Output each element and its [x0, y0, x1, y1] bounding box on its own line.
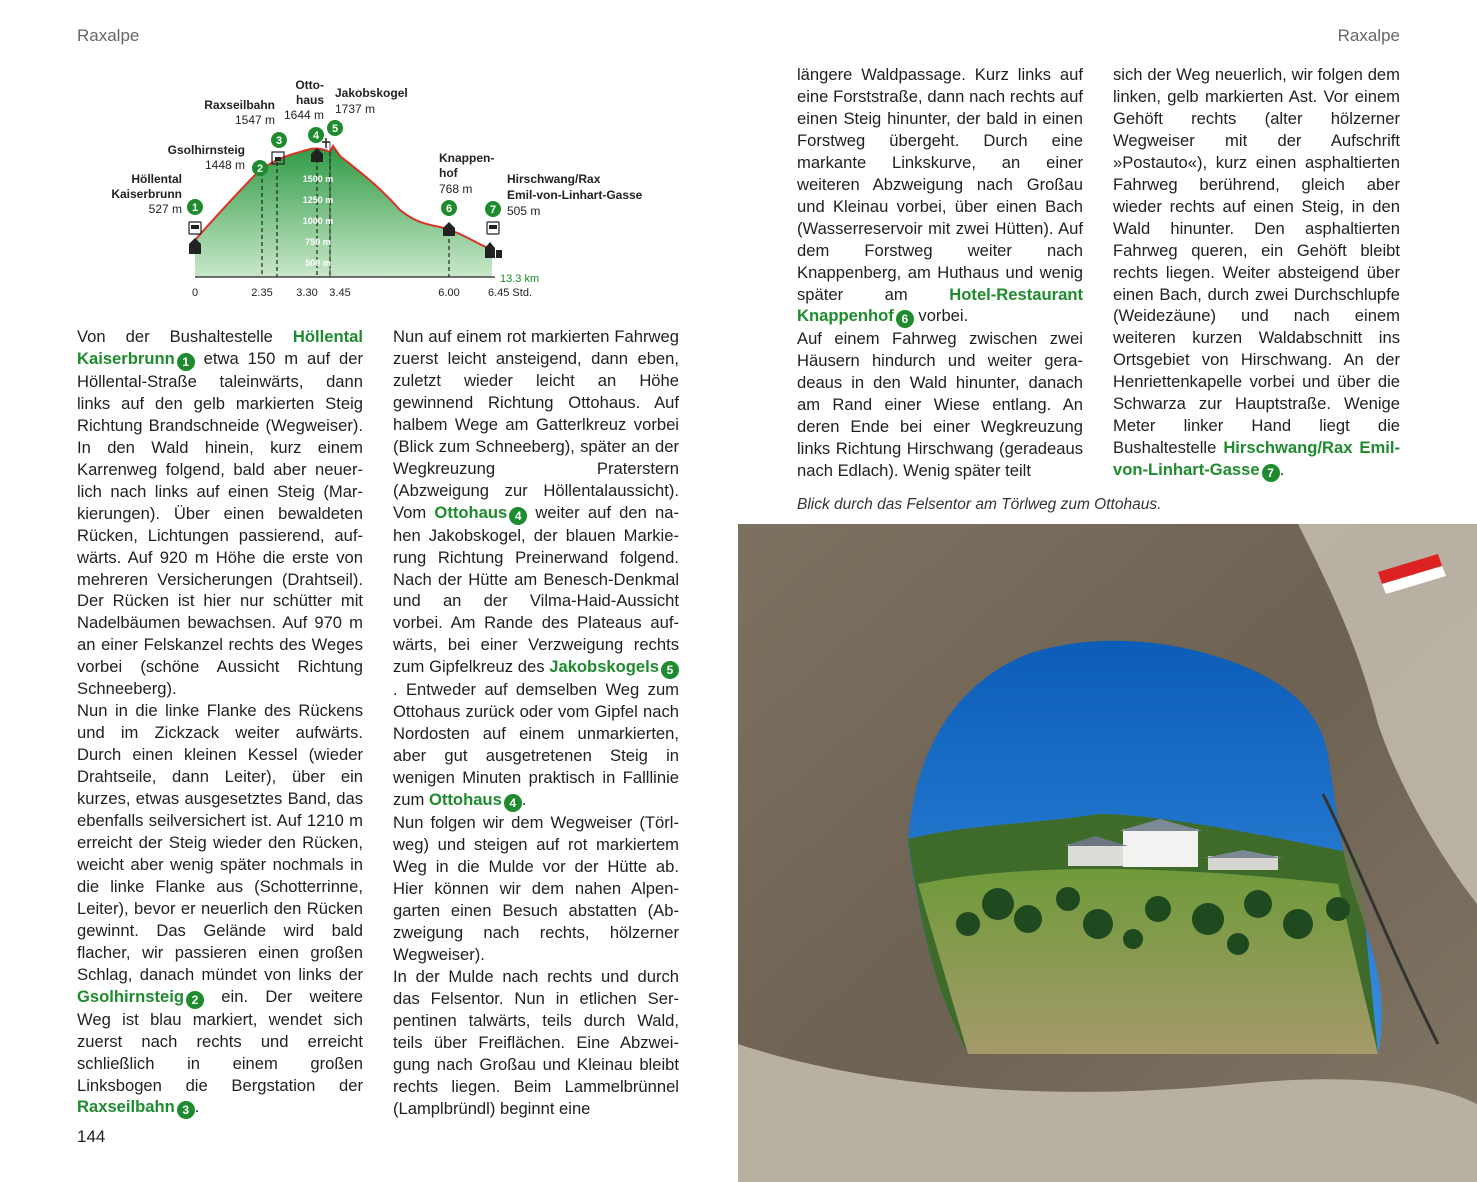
time-tick: 3.45: [329, 287, 351, 299]
waypoint-number-badge: 4: [504, 794, 522, 812]
text-run: .: [521, 790, 527, 810]
bus-icon: [487, 222, 499, 234]
elevation-tick: 1500 m: [302, 174, 334, 184]
text-run: . Entweder auf demselben Weg zum Ottohaus zurück oder vom Gipfel nach Nordosten auf einem unmarkierten, aber gut ausgetretenen Steig in wenigen Minuten praktisch in Falllinie zum: [393, 680, 679, 810]
waypoint-label: Raxseilbahn: [204, 98, 275, 112]
waypoint-label: Kaiserbrunn: [111, 187, 182, 201]
waypoint-number: 2: [256, 163, 264, 175]
time-tick: 6.45 Std.: [487, 287, 533, 299]
paragraph: [393, 326, 679, 812]
waypoint-elevation: 1547 m: [234, 113, 275, 127]
text-column-2: [393, 326, 679, 1119]
summit-cross-icon: [322, 138, 330, 148]
waypoint-label: hof: [439, 166, 458, 180]
waypoint-number: 6: [445, 203, 453, 215]
waypoint-number: 3: [275, 135, 283, 147]
text-run: etwa 150 m auf der Höllental-Straße taleinwärts, dann links auf den gelb markierten Steig Richtung Brandschneide (Wegweiser). In den Wald hinein, kurz einem Karrenweg folgend, bald aber neuerlich nach links auf einen Steig (Markierungen). Über einen bewaldeten Rücken, Lichtungen passierend, aufwärts. Auf 920 m Höhe die erste von mehreren Versicherungen (Drahtseil). Der Rücken ist hier nur schütter mit Nadelbäumen bewachsen. Auf 970 m an einer Felskanzel rechts des Weges vorbei (schöne Aussicht Richtung Schneeberg).: [77, 348, 363, 699]
paragraph: [77, 700, 363, 1119]
paragraph: [77, 326, 363, 700]
text-run: weiter auf den nahen Jakobskogel, der blauen Markierung Richtung Preinerwand folgend. Nach der Hütte am Benesch-Denkmal und an der Vilma-Haid-Aussicht vorbei. Am Rande des Plateaus aufwärts, bei einer Verzweigung rechts zum Gipfelkreuz des: [393, 502, 679, 677]
text-run: vorbei.: [913, 306, 969, 326]
text-column-1: [77, 326, 363, 1119]
text-run: .: [194, 1097, 200, 1117]
time-tick: 6.00: [438, 287, 460, 299]
running-head-left: Raxalpe: [77, 26, 140, 45]
text-run: Auf einem Fahrweg zwischen zwei Häusern hindurch und weiter geradeaus in den Wald hinunter, danach am Rand einer Wiese entlang. An deren Ende bei einer Wegkreuzung links Richtung Hirschwang (geradeaus nach Edlach). Wenig später teilt: [797, 329, 1083, 481]
distance-label: 13.3 km: [500, 273, 540, 285]
waypoint-elevation: 505 m: [507, 204, 541, 218]
waypoint-number-badge: 2: [186, 991, 204, 1009]
waypoint-number-badge: 6: [896, 310, 914, 328]
paragraph: [797, 64, 1083, 328]
page-number: 144: [77, 1127, 106, 1146]
waypoint-elevation: 1448 m: [204, 158, 245, 172]
elevation-tick: 1000 m: [302, 216, 334, 226]
text-column-3: [797, 64, 1083, 482]
place-name: Hotel-Restaurant Knappenhof: [797, 284, 1083, 326]
elevation-tick: 500 m: [305, 258, 331, 268]
waypoint-elevation: 527 m: [148, 202, 182, 216]
paragraph: [797, 328, 1083, 482]
place-name: Ottohaus: [434, 502, 508, 522]
text-run: ein. Der weitere Weg ist blau markiert, wendet sich zuerst nach rechts und erreicht schließlich in einem großen Linksbogen die Bergstation der: [77, 986, 363, 1095]
text-run: Nun in die linke Flanke des Rückens und im Zickzack weiter aufwärts. Durch einen kleinen Kessel (wieder Drahtseile, dann Leiter), über ein kurzes, etwas ausgesetztes Band, das ebenfalls seilversichert ist. Auf 1210 m erreicht der Steig wieder den Rücken, weicht aber wenig später nochmals in die linke Flanke aus (Schotterrinne, Leiter), bevor er neuerlich den Rücken gewinnt. Das Gelände wird bald flacher, wir passieren einen großen Schlag, danach mündet von links der: [77, 701, 363, 984]
text-run: sich der Weg neuerlich, wir folgen dem linken, gelb markierten Ast. Vor einem Gehöft rechts (alter hölzerner Wegweiser mit der Aufschrift »Postauto«), kurz einen asphaltierten Fahrweg berührend, gleich aber wieder rechts auf einen Steig, in den Wald hinunter. Den asphaltierten Fahrweg queren, ein Gehöft bleibt rechts liegen. Weiter absteigend über einen Bach, durch zwei Durchschlupfe (Weidezäune) und nach einem weiteren kurzen Waldabschnitt ins Ortsgebiet von Hirschwang. An der Henriettenkapelle vorbei und über die Schwarza zur Hauptstraße. Wenige Meter linker Hand liegt die Bushaltestelle: [1113, 65, 1400, 458]
place-name: Hirschwang/Rax Emil-von-Linhart-Gasse: [1113, 438, 1400, 480]
photo-rock-arch: [738, 524, 1477, 1182]
place-name: Höllental Kaiserbrunn: [77, 327, 363, 368]
text-run: längere Waldpassage. Kurz links auf eine Forststraße, dann nach rechts auf einen Steig hinunter, der bald in einen Forstweg übergeht. Durch eine markante Linkskurve, an einer weiteren Abzweigung nach Großau und Kleinau vorbei, über einen Bach (Wasserreservoir mit zwei Hütten). Auf dem Forstweg weiter nach Knappenberg, am Huthaus und wenig später am: [797, 65, 1083, 304]
waypoint-number: 1: [191, 202, 199, 214]
paragraph: [393, 812, 679, 966]
waypoint-elevation: 768 m: [439, 182, 473, 196]
text-column-4: [1113, 64, 1400, 482]
time-tick: 3.30: [296, 287, 318, 299]
waypoint-number-badge: 4: [509, 507, 527, 525]
waypoint-label: Jakobskogel: [335, 86, 408, 100]
waypoint-label: Hirschwang/Rax: [507, 172, 601, 186]
waypoint-label: Gsolhirnsteig: [167, 143, 245, 157]
text-run: Von der Bushaltestelle: [77, 327, 293, 346]
running-head-right: Raxalpe: [1337, 26, 1400, 45]
waypoint-number-badge: 7: [1262, 464, 1280, 482]
paragraph: [393, 966, 679, 1120]
place-name: Ottohaus: [428, 790, 502, 810]
waypoint-label: Otto-: [295, 78, 324, 92]
waypoint-number-badge: 5: [661, 661, 679, 679]
waypoint-elevation: 1644 m: [283, 108, 324, 122]
photo-caption: Blick durch das Felsentor am Törlweg zum Ottohaus.: [797, 496, 1162, 513]
text-run: Nun auf einem rot markierten Fahrweg zuerst leicht ansteigend, dann eben, zuletzt wieder leicht an Höhe gewinnend Richtung Ottohaus. Auf halbem Wege am Gatterlkreuz vorbei (Blick zum Schneeberg), später an der Wegkreuzung Praterstern (Abzweigung zur Höllentalaussicht). Vom: [393, 327, 679, 522]
paragraph: [1113, 64, 1400, 482]
hut-icon: [443, 222, 455, 236]
waypoint-label: haus: [295, 93, 324, 107]
time-tick: 0: [191, 287, 199, 299]
waypoint-number-badge: 1: [177, 353, 195, 371]
waypoint-number-badge: 3: [177, 1101, 195, 1119]
elevation-tick: 1250 m: [302, 195, 334, 205]
waypoint-elevation: 1737 m: [335, 102, 376, 116]
place-name: Raxseilbahn: [77, 1097, 175, 1117]
elevation-profile: [100, 72, 700, 312]
elevation-tick: 750 m: [305, 237, 331, 247]
place-name: Gsolhirnsteig: [77, 986, 184, 1006]
text-run: Nun folgen wir dem Wegweiser (Törlweg) und steigen auf rot markiertem Weg in die Mulde vor der Hütte ab. Hier können wir dem nahen Alpengarten einen Besuch abstatten (Abzweigung nach rechts, hölzerner Wegweiser).: [393, 813, 679, 964]
text-run: In der Mulde nach rechts und durch das Felsentor. Nun in etlichen Serpentinen talwärts, teils durch Wald, teils über Freiflächen. Eine Abzweigung nach Großau und Kleinau bleibt rechts liegen. Beim Lammelbrünnel (Lamplbründl) beginnt eine: [393, 966, 679, 1118]
waypoint-number: 4: [312, 130, 320, 142]
waypoint-label: Knappen-: [439, 151, 495, 165]
church-icon: [485, 242, 502, 258]
waypoint-label: Höllental: [131, 172, 182, 186]
text-run: .: [1279, 460, 1285, 480]
waypoint-number: 5: [331, 123, 339, 135]
bus-icon: [189, 222, 201, 234]
waypoint-label: Emil-von-Linhart-Gasse: [507, 188, 643, 202]
time-ticks: [192, 287, 532, 299]
time-tick: 2.35: [251, 287, 273, 299]
waypoint-number: 7: [489, 204, 497, 216]
place-name: Jakobskogels: [549, 657, 659, 677]
